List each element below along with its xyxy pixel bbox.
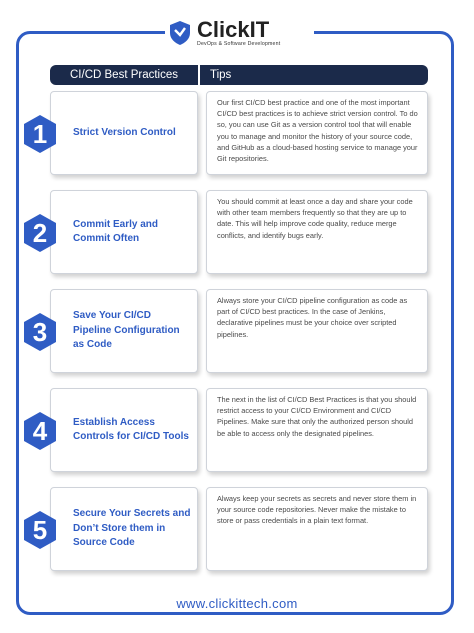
number-badge [23,114,57,154]
practice-card [32,487,198,571]
practice-title: Secure Your Secrets and Don’t Store them in Source Code [73,508,191,549]
column-header-practices: CI/CD Best Practices [50,65,198,85]
practice-card [32,190,198,274]
practice-number: 5 [32,514,48,545]
website-link[interactable]: www.clickittech.com [170,596,303,611]
practice-title: Strict Version Control [73,126,176,138]
practice-card [32,388,198,472]
tip-card: The next in the list of CI/CD Best Practices is that you should restrict access to your CI/CD Environment and CI/CD Pipelines. Make sure that only the authorized person should be able to access only the designated pipelines. [206,388,428,472]
practice-number: 4 [32,415,48,446]
shield-logo-icon [169,20,191,46]
practice-title: Establish Access Controls for CI/CD Tools [73,416,189,442]
practice-row [32,388,428,472]
tip-card: Always store your CI/CD pipeline configuration as code as part of CI/CD best practices. In the case of Jenkins, declarative pipelines must be your choice over scripted pipelines. [206,289,428,373]
practice-card [32,91,198,175]
practice-number: 3 [32,316,48,347]
brand-name: ClickIT [197,17,270,42]
practice-title: Commit Early and Commit Often [73,218,159,244]
practice-card [32,289,198,373]
number-badge [23,510,57,550]
tip-card: You should commit at least once a day and share your code with other team members frequently so that they are up to date. This will help improve code quality, reduce merge conflicts, and identify bugs early. [206,190,428,274]
number-badge [23,213,57,253]
practice-row [32,91,428,175]
tip-card: Our first CI/CD best practice and one of the most important CI/CD best practices is to achieve strict version control. To do so, you can use Git as a version control tool that will enable you to manage and monitor the history of your source code, and GitHub as a cloud-based hosting service to manage your Git repositories. [206,91,428,175]
number-badge [23,312,57,352]
clickit-logo [165,14,314,52]
practice-number: 1 [32,118,48,149]
tip-card: Always keep your secrets as secrets and never store them in your source code repositories. Never make the mistake to store or pass credentials in a plain text format. [206,487,428,571]
practice-row [32,190,428,274]
practice-row [32,487,428,571]
number-badge [23,411,57,451]
brand-tagline: DevOps & Software Development [197,41,281,47]
practice-title: Save Your CI/CD Pipeline Configuration as Code [73,310,180,351]
practice-number: 2 [32,217,48,248]
column-header-tips: Tips [200,65,428,85]
footer [0,595,474,613]
practice-row [32,289,428,373]
